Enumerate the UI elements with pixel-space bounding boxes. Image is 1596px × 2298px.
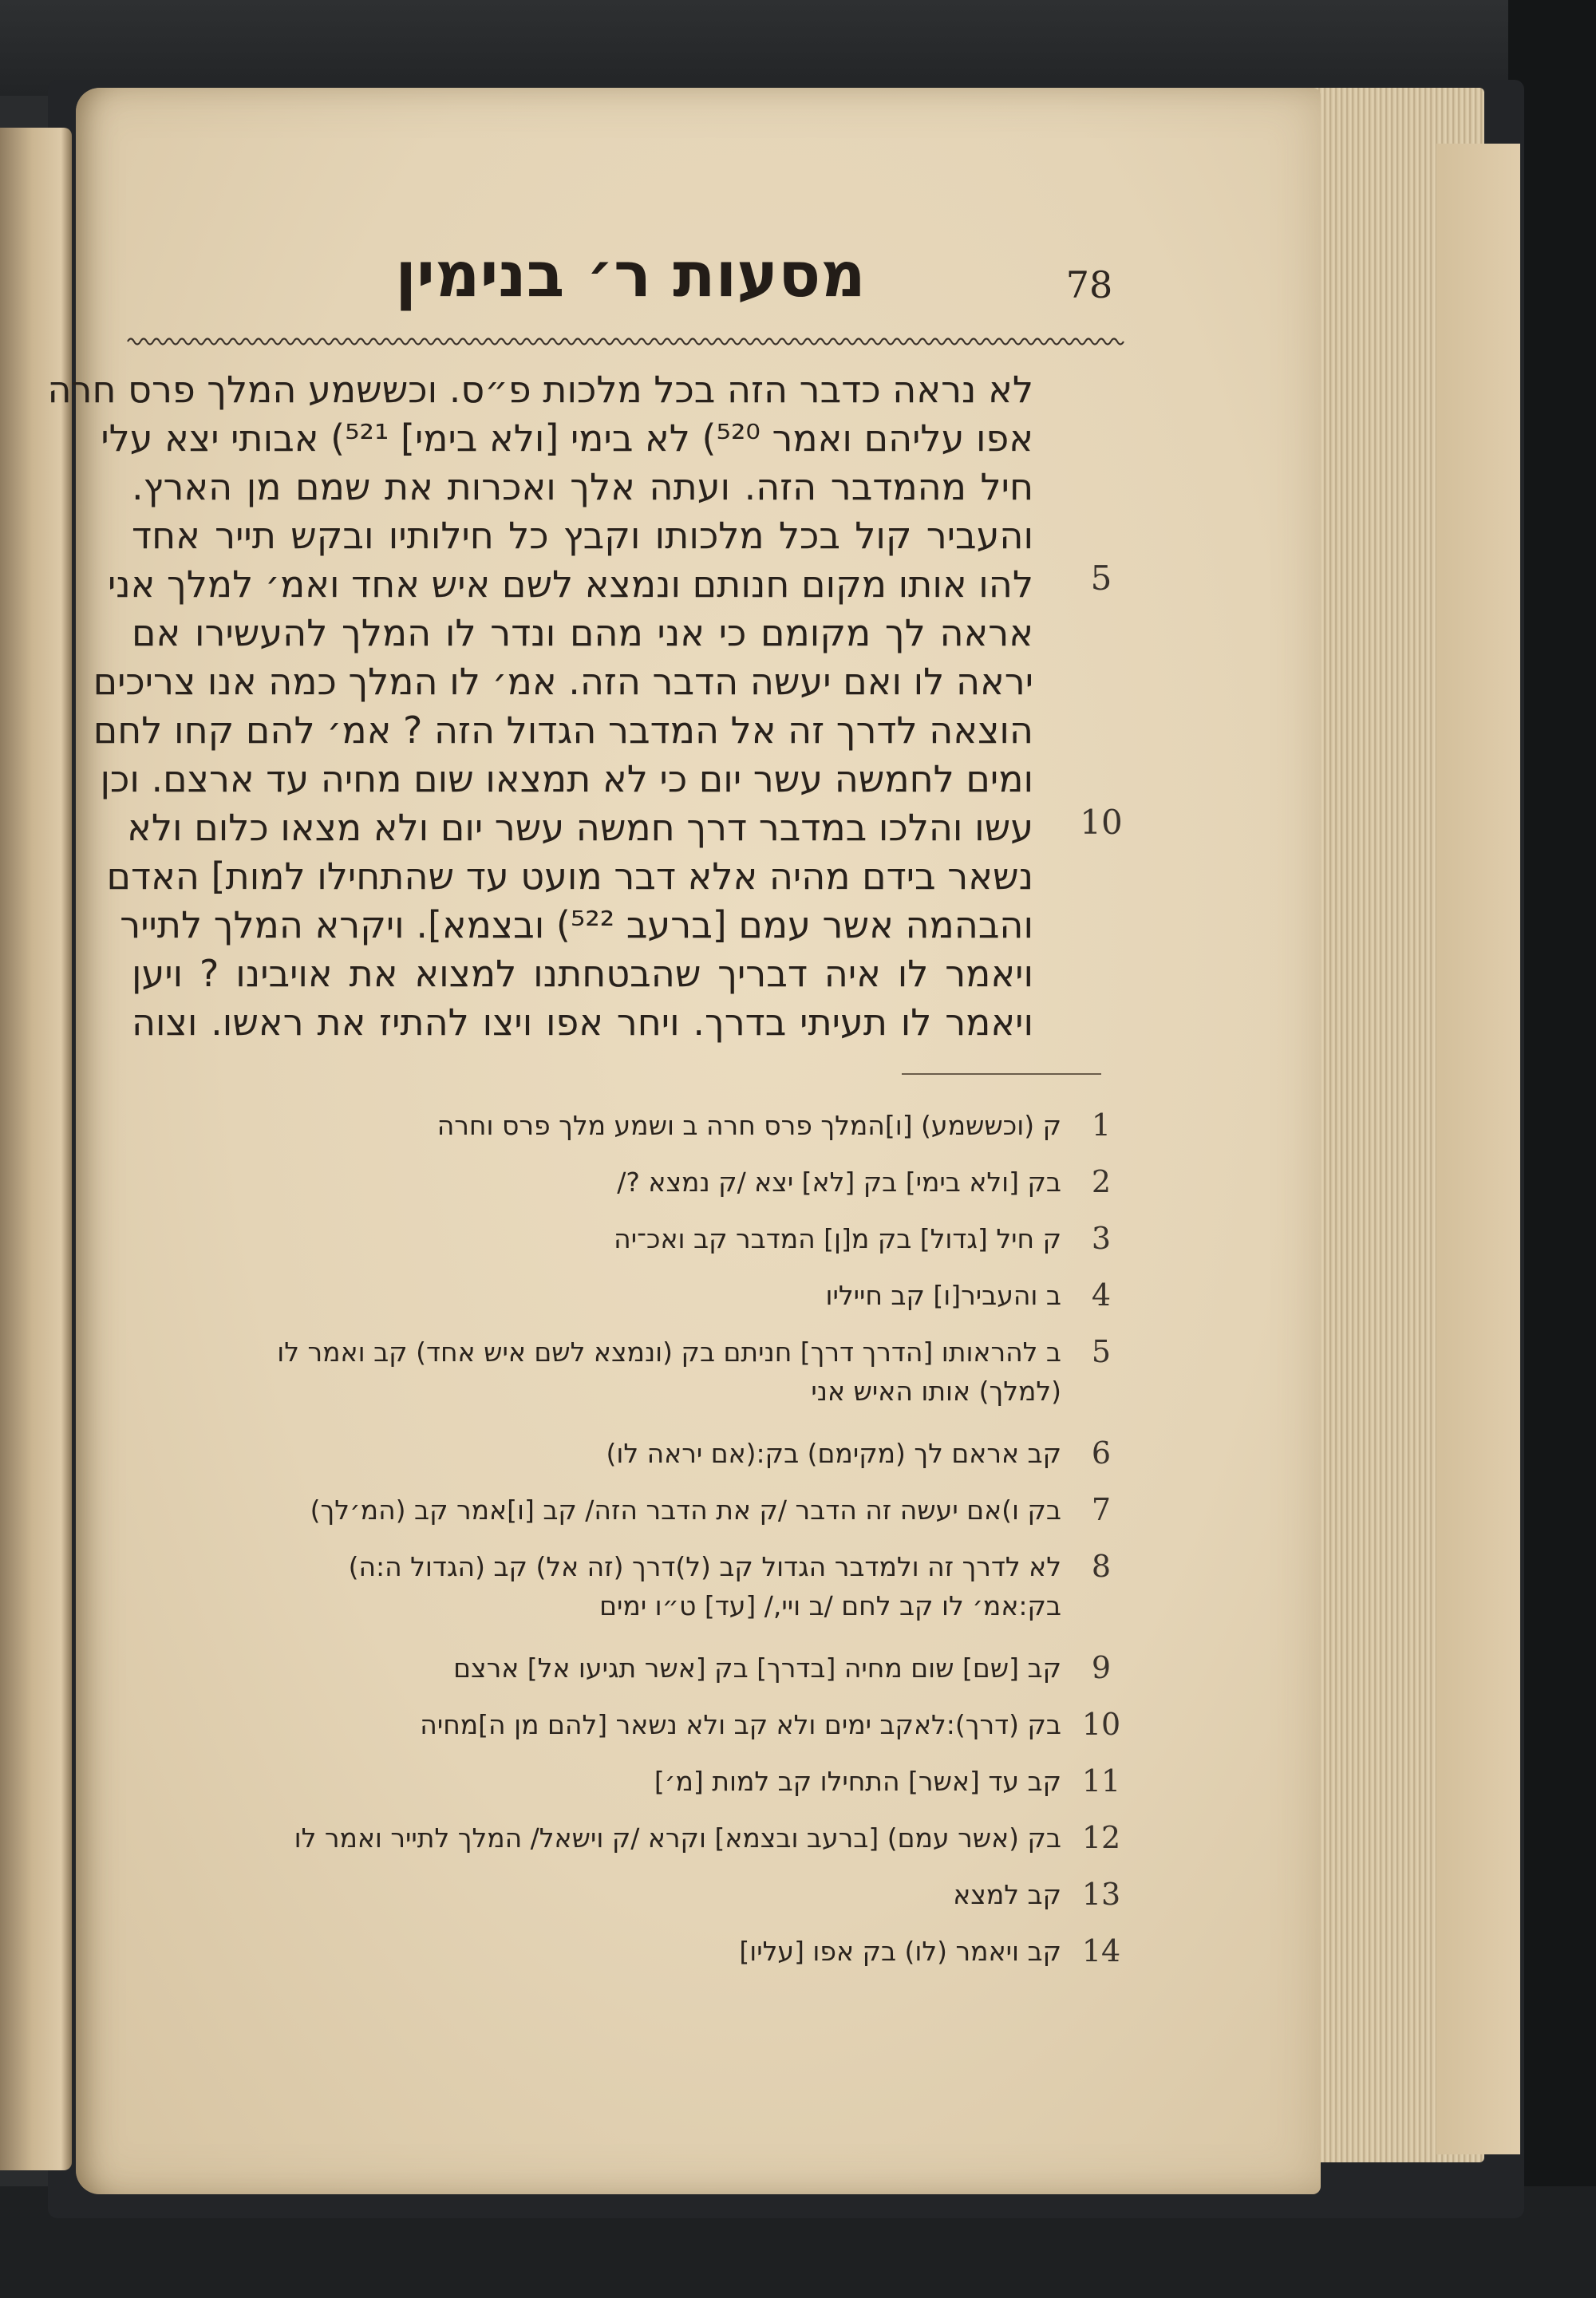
variant-line-number: 3	[1091, 1221, 1112, 1256]
variant-text: קב עד [אשר] התחילו קב למות [מ׳]	[654, 1766, 1061, 1797]
variant-line-number: 12	[1081, 1820, 1121, 1855]
variant-line-number: 6	[1091, 1435, 1112, 1471]
variant-row	[144, 1425, 1112, 1482]
variant-row	[144, 1923, 1121, 1980]
variant-text: לא לדרך זה ולמדבר הגדול קב (ל)דרך (זה אל) קב (הגדול ה:ה)	[348, 1551, 1061, 1582]
variant-row	[144, 1482, 1112, 1538]
variant-line-number: 14	[1081, 1933, 1121, 1968]
variant-line-number: 11	[1081, 1763, 1121, 1799]
variant-text: ק (וכששמע) [ו]המלך פרס חרה ב ושמע מלך פרס וחרה	[437, 1110, 1061, 1141]
variant-line-number: 13	[1081, 1877, 1121, 1912]
variant-row	[144, 1640, 1112, 1696]
facing-page-edge	[0, 128, 72, 2170]
variant-row	[144, 1810, 1121, 1866]
page-stack-inner	[1436, 144, 1520, 2154]
variant-line-number: 10	[1081, 1707, 1121, 1742]
line-number-10: 10	[1080, 803, 1123, 842]
variant-line-number: 2	[1091, 1164, 1112, 1199]
variant-row	[144, 1267, 1112, 1324]
variant-apparatus	[144, 1097, 1121, 1980]
variant-text: קב אראם לך (מקימם) בק:(אם יראה לו)	[606, 1438, 1061, 1469]
variant-line-number: 9	[1091, 1650, 1112, 1685]
variant-line-number: 5	[1091, 1334, 1112, 1369]
variant-row	[144, 1210, 1112, 1267]
line-number-5: 5	[1090, 559, 1112, 598]
text-line: יראה לו ואם יעשה הדבר הזה. אמ׳ לו המלך כמה אנו צריכים	[93, 660, 1033, 703]
variant-row	[144, 1866, 1121, 1923]
variant-row	[144, 1753, 1121, 1810]
variant-line-number: 1	[1091, 1108, 1112, 1143]
variant-text: ב והעביר[ו] קב חייליו	[825, 1280, 1061, 1311]
running-title: מסעות ר׳ בנימין	[395, 239, 866, 311]
variant-text: בק (אשר עמם) [ברעב ובצמא] וקרא /ק וישאל/ המלך לתייר ואמר לו	[294, 1822, 1061, 1854]
page-number: 78	[1065, 263, 1113, 306]
variant-text-continuation: בק:אמ׳ לו קב לחם /ב ויי,/ [עד] ט״ו ימים	[599, 1590, 1061, 1621]
text-line: ומים לחמשה עשר יום כי לא תמצאו שום מחיה עד ארצם. וכן	[100, 757, 1033, 800]
variant-text: ק חיל [גדול] בק מ[ן] המדבר קב ואכ־יה	[614, 1223, 1061, 1254]
text-line: והבהמה אשר עמם [ברעב ⁵²²) ובצמא]. ויקרא המלך לתייר	[120, 903, 1033, 946]
text-line: חיל מהמדבר הזה. ועתה אלך ואכרות את שמם מן הארץ.	[132, 465, 1033, 508]
variant-line-number: 7	[1091, 1492, 1112, 1527]
variant-text: קב ויאמר (לו) בק אפו [עליו]	[739, 1936, 1061, 1967]
text-line: הוצאה לדרך זה אל המדבר הגדול הזה ? אמ׳ להם קחו לחם	[93, 709, 1033, 752]
text-line: נשאר בידם מהיה אלא דבר מועט עד שהתחילו למות] האדם	[106, 855, 1033, 898]
variant-text: קב למצא	[953, 1879, 1061, 1910]
variant-row	[144, 1097, 1112, 1154]
text-line: אפו עליהם ואמר ⁵²⁰) לא בימי [ולא בימי] ⁵²¹) אבותי יצא עלי	[101, 417, 1033, 460]
text-line: עשו והלכו במדבר דרך חמשה עשר יום ולא מצאו כלום ולא	[127, 806, 1033, 849]
text-line: לא נראה כדבר הזה בכל מלכות פ״ס. וכששמע המלך פרס חרה	[47, 368, 1033, 411]
text-line: והעביר קול בכל מלכותו וקבץ כל חילותיו ובקש תייר אחד	[132, 514, 1033, 557]
variant-text: בק (דרך):לאקב ימים ולא קב ולא נשאר [להם מן ה]מחיה	[420, 1709, 1061, 1740]
variant-text-continuation: (למלך) אותו האיש אני	[811, 1376, 1061, 1407]
variant-line-number: 8	[1091, 1549, 1112, 1584]
header-wavy-rule	[128, 334, 1117, 349]
main-text-block	[47, 365, 1033, 1047]
variant-row	[144, 1696, 1121, 1753]
text-line: אראה לך מקומם כי אני מהם ונדר לו המלך להעשירו אם	[132, 611, 1033, 654]
variant-text: בק [ולא בימי] בק [לא] יצא /ק נמצא ?/	[617, 1167, 1061, 1198]
variant-row	[144, 1154, 1112, 1210]
variant-text: בק ו)אם יעשה זה הדבר /ק את הדבר הזה/ קב [ו]אמר קב (המ׳לך)	[310, 1494, 1061, 1526]
text-line: ויאמר לו איה דבריך שהבטחתנו למצוא את אויבינו ? ויען	[132, 952, 1033, 995]
variant-text: קב [שם] שום מחיה [בדרך] בק [אשר תגיעו אל] ארצם	[453, 1652, 1061, 1684]
text-line: ויאמר לו תעיתי בדרך. ויחר אפו ויצו להתיז את ראשו. וצוה	[132, 1001, 1033, 1044]
variant-row-continuation	[144, 1590, 1061, 1640]
variant-text: ב להראותו [הדרך דרך] חניתם בק (ונמצא לשם איש אחד) קב ואמר לו	[277, 1337, 1061, 1368]
apparatus-separator-rule	[902, 1073, 1101, 1075]
variant-line-number: 4	[1091, 1277, 1112, 1313]
variant-row-continuation	[144, 1376, 1061, 1425]
text-line: להו אותו מקום חנותם ונמצא לשם איש אחד ואמ׳ למלך אני	[107, 563, 1033, 606]
